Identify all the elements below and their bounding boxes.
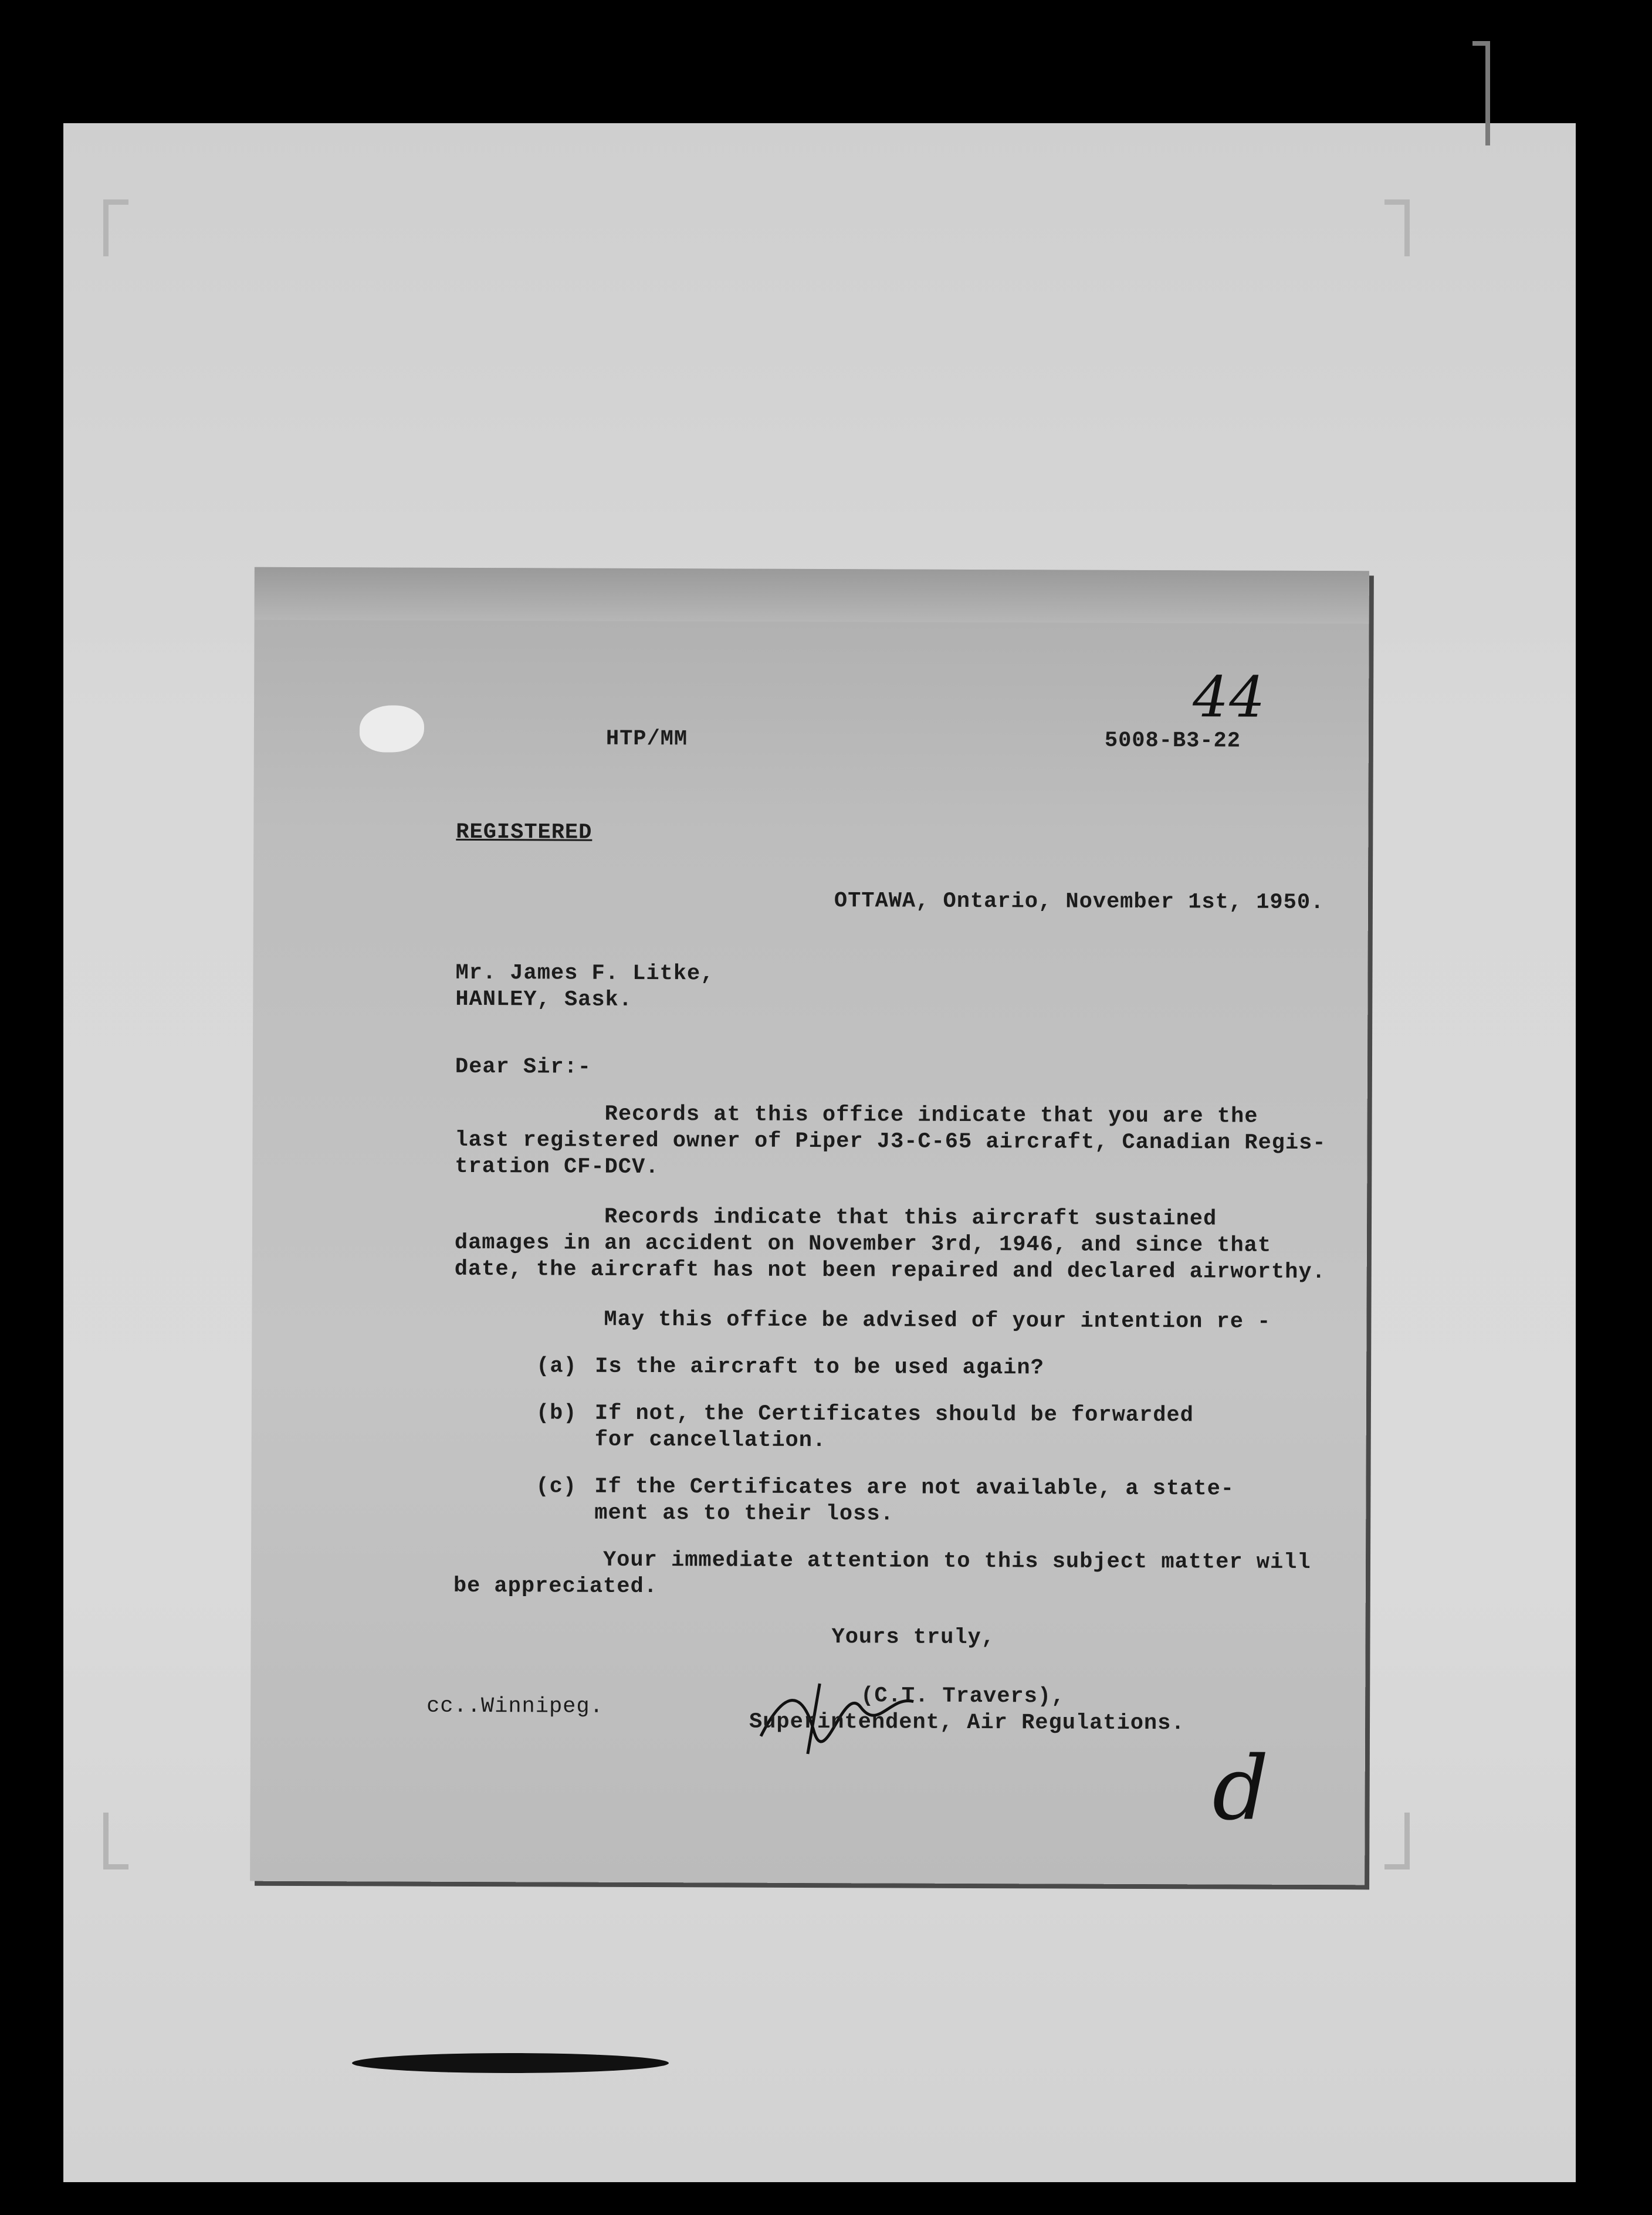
item-b-line-2: for cancellation. — [594, 1427, 827, 1454]
paragraph-2-line-3: date, the aircraft has not been repaired and declared airworthy. — [454, 1256, 1326, 1285]
crop-mark-top-right — [1384, 199, 1410, 256]
paragraph-1-line-2: last registered owner of Piper J3-C-65 aircraft, Canadian Regis- — [455, 1127, 1326, 1156]
crop-mark-top-left — [103, 199, 128, 256]
dateline: OTTAWA, Ontario, November 1st, 1950. — [834, 889, 1325, 916]
film-smudge — [352, 2053, 669, 2073]
item-c-label: (c) — [536, 1474, 577, 1499]
film-edge-mark — [1472, 41, 1490, 145]
paper-top-strip — [255, 567, 1369, 624]
paragraph-1-line-3: tration CF-DCV. — [455, 1154, 659, 1180]
paragraph-3-line-1: May this office be advised of your intention re - — [604, 1307, 1271, 1335]
paragraph-2-line-1: Records indicate that this aircraft sustained — [604, 1204, 1217, 1232]
item-b-line-1: If not, the Certificates should be forwarded — [594, 1401, 1194, 1428]
margin-mark: d — [1212, 1738, 1270, 1840]
signer-title: Superintendent, Air Regulations. — [749, 1709, 1185, 1736]
item-a-line-1: Is the aircraft to be used again? — [595, 1354, 1044, 1381]
file-initials: HTP/MM — [605, 726, 688, 752]
item-a-label: (a) — [536, 1354, 577, 1379]
cc-line: cc..Winnipeg. — [426, 1694, 604, 1719]
salutation: Dear Sir:- — [455, 1054, 592, 1080]
paragraph-1-line-1: Records at this office indicate that you are the — [604, 1102, 1258, 1129]
crop-mark-bottom-right — [1384, 1813, 1410, 1869]
item-c-line-1: If the Certificates are not available, a state- — [594, 1474, 1235, 1502]
paragraph-4-line-1: Your immediate attention to this subject matter will — [602, 1547, 1311, 1575]
item-b-label: (b) — [536, 1401, 577, 1426]
item-c-line-2: ment as to their loss. — [594, 1501, 894, 1527]
addressee-line-1: Mr. James F. Litke, — [455, 960, 715, 987]
paragraph-4-line-2: be appreciated. — [453, 1573, 658, 1600]
signer-name: (C.T. Travers), — [861, 1684, 1065, 1709]
letter-page — [250, 567, 1369, 1885]
paragraph-2-line-2: damages in an accident on November 3rd, 1946, and since that — [454, 1230, 1272, 1258]
punch-hole — [360, 705, 424, 752]
crop-mark-bottom-left — [103, 1813, 128, 1869]
addressee-line-2: HANLEY, Sask. — [455, 987, 633, 1012]
folio-number: 44 — [1192, 664, 1266, 730]
closing: Yours truly, — [831, 1625, 996, 1651]
registered-mark: REGISTERED — [456, 819, 593, 845]
file-number: 5008-B3-22 — [1104, 728, 1241, 754]
